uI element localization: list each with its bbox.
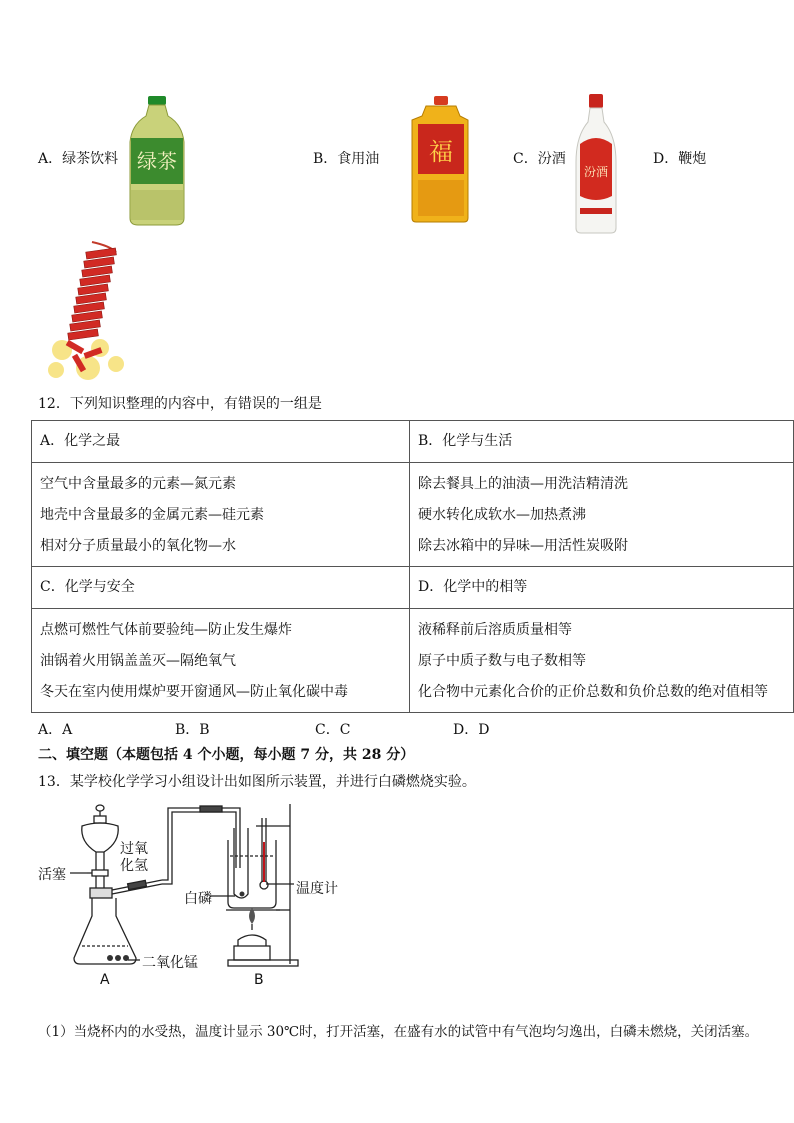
cell-b-content: 除去餐具上的油渍—用洗洁精清洗 硬水转化成软水—加热煮沸 除去冰箱中的异味—用活性炭吸附 [410, 463, 794, 567]
section-2-heading: 二、填空题（本题包括 4 个小题，每小题 7 分，共 28 分） [38, 747, 415, 763]
cell-c-content: 点燃可燃性气体前要验纯—防止发生爆炸 油锅着火用锅盖盖灭—隔绝氧气 冬天在室内使用煤炉要开窗通风—防止氧化碳中毒 [32, 609, 410, 713]
label-h2o2-line1: 过氧 [120, 841, 148, 857]
question-12-stem: 12．下列知识整理的内容中，有错误的一组是 [38, 396, 322, 412]
firecracker-image [40, 240, 130, 386]
label-mno2: 二氧化锰 [142, 955, 198, 971]
label-device-a: A [100, 972, 110, 988]
question-13-sub-1: （1）当烧杯内的水受热，温度计显示 30℃时，打开活塞，在盛有水的试管中有气泡均匀逸出，白磷未燃烧，关闭活塞。 [38, 1024, 759, 1040]
cell-a-content: 空气中含量最多的元素—氮元素 地壳中含量最多的金属元素—硅元素 相对分子质量最小的氧化物—水 [32, 463, 410, 567]
oil-bottle-label: 福 [429, 138, 453, 166]
cell-d-header: D．化学中的相等 [410, 567, 794, 609]
label-white-phosphorus: 白磷 [184, 891, 212, 907]
answer-d: D．D [453, 722, 490, 738]
cell-a-header: A．化学之最 [32, 421, 410, 463]
answer-c: C．C [315, 722, 351, 738]
option-c: C．汾酒 [513, 151, 566, 167]
label-valve: 活塞 [38, 867, 66, 883]
option-a: A．绿茶饮料 [38, 151, 119, 167]
green-tea-bottle-image [124, 94, 190, 228]
cooking-oil-bottle-image [408, 94, 474, 224]
label-h2o2-line2: 化氢 [120, 858, 148, 874]
tea-bottle-label: 绿茶 [137, 149, 177, 173]
cell-c-header: C．化学与安全 [32, 567, 410, 609]
wine-bottle-label: 汾酒 [583, 165, 609, 179]
cell-b-header: B．化学与生活 [410, 421, 794, 463]
option-d: D．鞭炮 [653, 151, 707, 167]
label-device-b: B [254, 972, 264, 988]
question-13-stem: 13．某学校化学学习小组设计出如图所示装置，并进行白磷燃烧实验。 [38, 774, 476, 790]
answer-a: A．A [38, 722, 73, 738]
option-b: B．食用油 [313, 151, 380, 167]
fen-wine-bottle-image [574, 92, 618, 236]
cell-d-content: 液稀释前后溶质质量相等 原子中质子数与电子数相等 化合物中元素化合价的正价总数和负价总数的绝对值相等 [410, 609, 794, 713]
knowledge-table [31, 420, 794, 713]
answer-b: B．B [175, 722, 210, 738]
label-thermometer: 温度计 [296, 881, 338, 897]
